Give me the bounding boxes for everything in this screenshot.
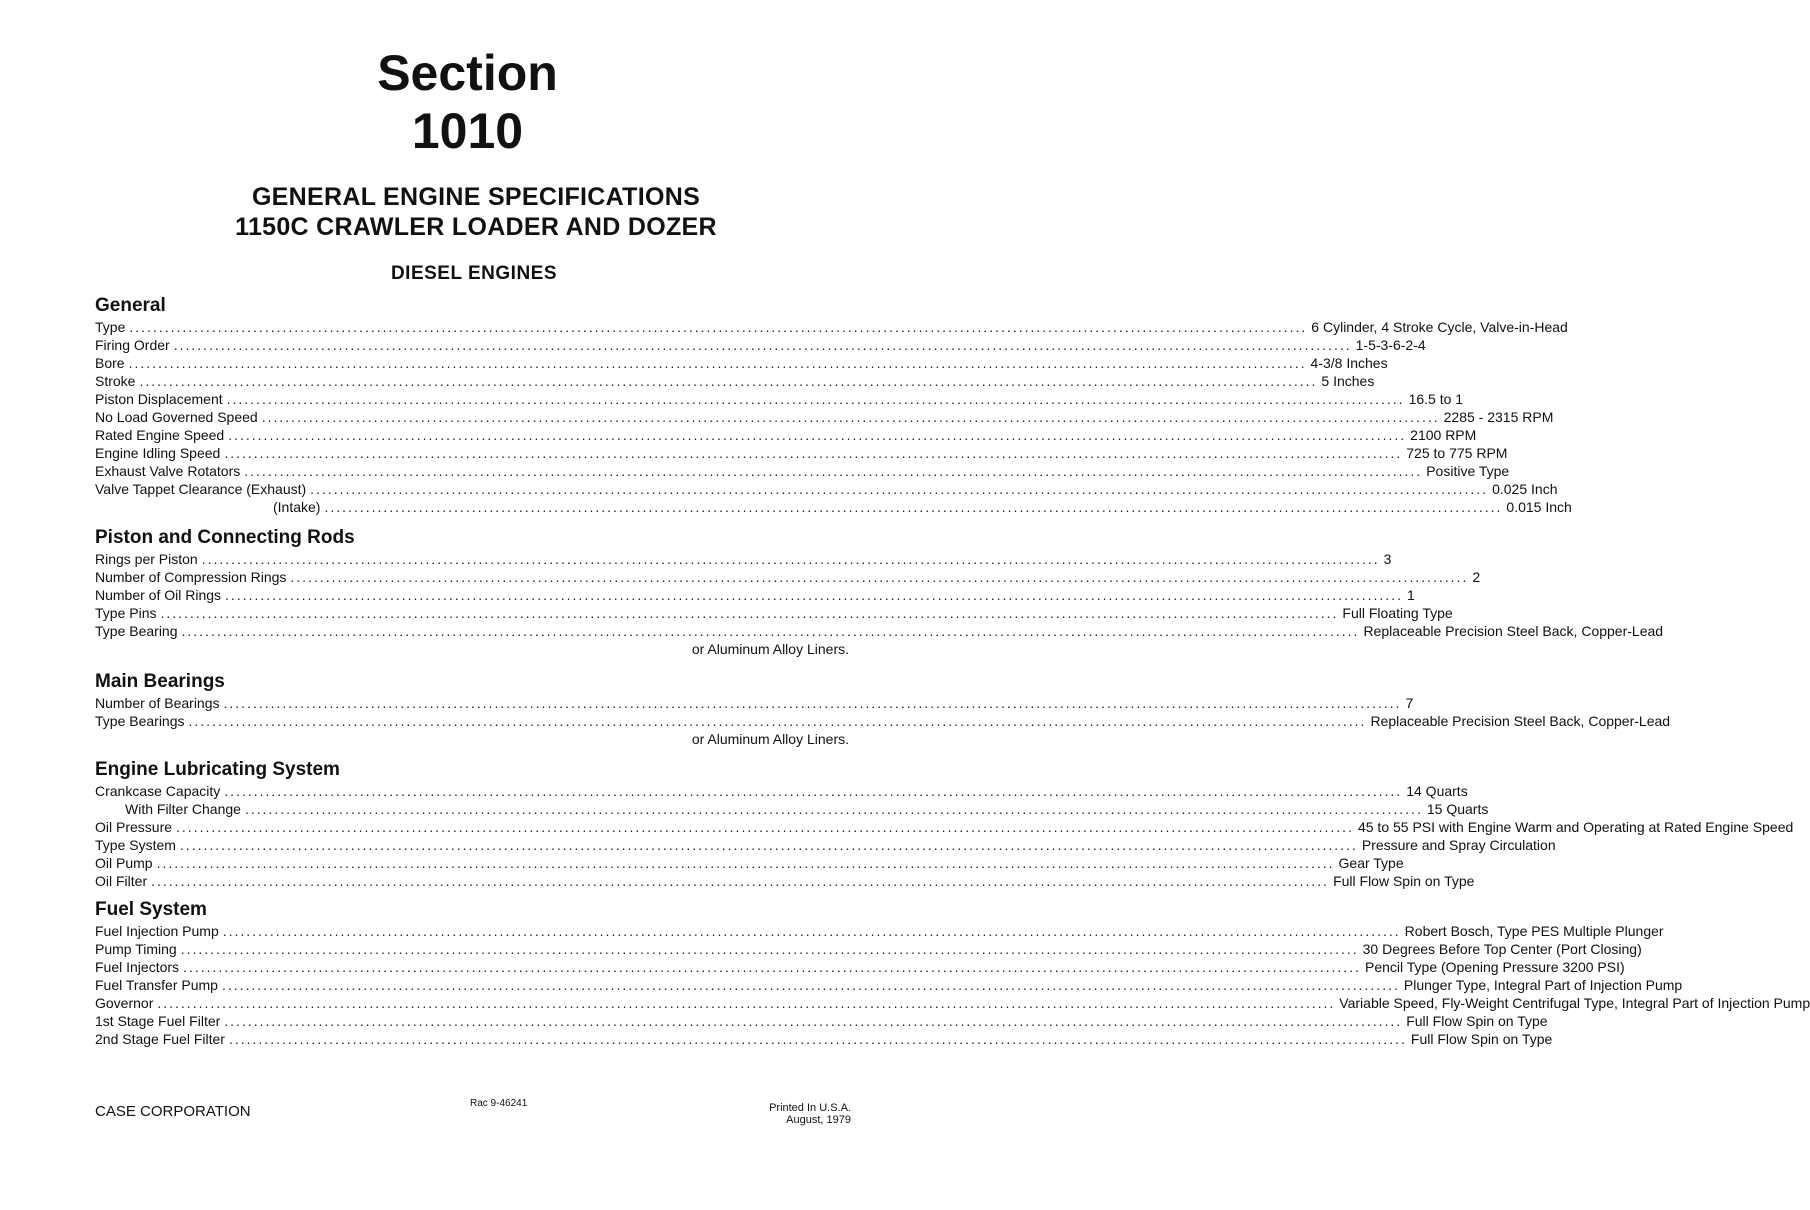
dot-leader: ........................................................................................................................................................................................................ bbox=[156, 855, 1335, 871]
spec-value: 2285 - 2315 RPM bbox=[1443, 409, 1554, 425]
spec-value: Full Flow Spin on Type bbox=[1410, 1031, 1553, 1047]
dot-leader: ........................................................................................................................................................................................................ bbox=[222, 923, 1401, 939]
spec-label: Oil Filter bbox=[95, 873, 148, 889]
dot-leader: ........................................................................................................................................................................................................ bbox=[201, 551, 1380, 567]
spec-value: 725 to 775 RPM bbox=[1406, 445, 1508, 461]
spec-row bbox=[95, 818, 1794, 836]
section-title: Fuel System bbox=[95, 899, 207, 920]
spec-value: 2 bbox=[1472, 569, 1481, 585]
footer-printed-line-1: Printed In U.S.A. bbox=[769, 1102, 851, 1114]
spec-row bbox=[95, 390, 1464, 408]
spec-row bbox=[95, 622, 1664, 640]
footer-printed bbox=[769, 1102, 851, 1126]
spec-label: Number of Compression Rings bbox=[95, 569, 287, 585]
spec-value: Full Flow Spin on Type bbox=[1333, 873, 1475, 889]
spec-value: Full Flow Spin on Type bbox=[1406, 1013, 1548, 1029]
spec-section bbox=[95, 758, 1794, 890]
spec-row bbox=[95, 782, 1468, 800]
spec-label: Fuel Injectors bbox=[95, 959, 180, 975]
dot-leader: ........................................................................................................................................................................................................ bbox=[290, 569, 1469, 585]
dot-leader: ........................................................................................................................................................................................................ bbox=[160, 605, 1339, 621]
section-title: General bbox=[95, 295, 166, 316]
footer-printed-line-2: August, 1979 bbox=[786, 1114, 851, 1126]
spec-label: (Intake) bbox=[273, 499, 321, 515]
spec-label: Pump Timing bbox=[95, 941, 177, 957]
spec-value: Positive Type bbox=[1426, 463, 1510, 479]
dot-leader: ........................................................................................................................................................................................................ bbox=[188, 713, 1367, 729]
spec-value: Replaceable Precision Steel Back, Copper-Lead bbox=[1370, 713, 1671, 729]
engine-type-heading: DIESEL ENGINES bbox=[390, 263, 558, 284]
spec-row bbox=[95, 800, 1489, 818]
spec-label: Rated Engine Speed bbox=[95, 427, 225, 443]
dot-leader: ........................................................................................................................................................................................................ bbox=[173, 337, 1352, 353]
dot-leader: ........................................................................................................................................................................................................ bbox=[244, 463, 1423, 479]
section-word: Section bbox=[377, 45, 558, 101]
dot-leader: ........................................................................................................................................................................................................ bbox=[129, 319, 1308, 335]
dot-leader: ........................................................................................................................................................................................................ bbox=[176, 819, 1354, 835]
spec-section bbox=[95, 294, 1572, 516]
spec-label: Engine Idling Speed bbox=[95, 445, 221, 461]
spec-label: Crankcase Capacity bbox=[95, 783, 221, 799]
spec-value: 1-5-3-6-2-4 bbox=[1355, 337, 1426, 353]
spec-value: Gear Type bbox=[1338, 855, 1404, 871]
spec-value: or Aluminum Alloy Liners. bbox=[691, 731, 849, 747]
spec-label: Type Bearing bbox=[95, 623, 178, 639]
spec-label: Stroke bbox=[95, 373, 136, 389]
spec-row bbox=[95, 426, 1477, 444]
spec-row bbox=[95, 694, 1414, 712]
spec-row bbox=[95, 354, 1388, 372]
spec-value: 16.5 to 1 bbox=[1408, 391, 1464, 407]
spec-value: 15 Quarts bbox=[1426, 801, 1489, 817]
dot-leader: ........................................................................................................................................................................................................ bbox=[244, 801, 1423, 817]
dot-leader: ........................................................................................................................................................................................................ bbox=[228, 1031, 1407, 1047]
spec-value: 14 Quarts bbox=[1406, 783, 1468, 799]
dot-leader: ........................................................................................................................................................................................................ bbox=[223, 695, 1402, 711]
spec-content bbox=[95, 294, 1810, 1048]
dot-leader: ........................................................................................................................................................................................................ bbox=[181, 623, 1360, 639]
spec-value: Full Floating Type bbox=[1342, 605, 1453, 621]
spec-value: Variable Speed, Fly-Weight Centrifugal Type, Integral Part of Injection Pump bbox=[1339, 995, 1810, 1011]
spec-value: Replaceable Precision Steel Back, Copper-Lead bbox=[1363, 623, 1664, 639]
spec-label: With Filter Change bbox=[125, 801, 241, 817]
spec-value: Pressure and Spray Circulation bbox=[1361, 837, 1556, 853]
spec-value: 4-3/8 Inches bbox=[1310, 355, 1388, 371]
dot-leader: ........................................................................................................................................................................................................ bbox=[224, 783, 1403, 799]
section-title: Engine Lubricating System bbox=[95, 759, 340, 780]
spec-row bbox=[95, 712, 1671, 730]
spec-label: Fuel Transfer Pump bbox=[95, 977, 218, 993]
spec-label: Fuel Injection Pump bbox=[95, 923, 219, 939]
spec-row bbox=[95, 462, 1510, 480]
spec-row bbox=[95, 568, 1481, 586]
spec-value: 2100 RPM bbox=[1410, 427, 1477, 443]
dot-leader: ........................................................................................................................................................................................................ bbox=[228, 427, 1407, 443]
spec-row bbox=[95, 730, 849, 748]
spec-row bbox=[95, 336, 1426, 354]
spec-row bbox=[95, 922, 1664, 940]
spec-row bbox=[95, 586, 1415, 604]
spec-section bbox=[95, 670, 1671, 748]
spec-row bbox=[95, 958, 1625, 976]
spec-value: Plunger Type, Integral Part of Injection Pump bbox=[1403, 977, 1683, 993]
spec-value: 1 bbox=[1406, 587, 1415, 603]
spec-row bbox=[95, 1030, 1553, 1048]
spec-value: 0.025 Inch bbox=[1492, 481, 1558, 497]
spec-label: Oil Pressure bbox=[95, 819, 173, 835]
spec-value: 3 bbox=[1383, 551, 1392, 567]
page-subheading: 1150C CRAWLER LOADER AND DOZER bbox=[235, 213, 717, 241]
spec-value: 45 to 55 PSI with Engine Warm and Operating at Rated Engine Speed bbox=[1357, 819, 1794, 835]
spec-value: Pencil Type (Opening Pressure 3200 PSI) bbox=[1364, 959, 1625, 975]
spec-value: Robert Bosch, Type PES Multiple Plunger bbox=[1404, 923, 1664, 939]
spec-section bbox=[95, 526, 1664, 658]
dot-leader: ........................................................................................................................................................................................................ bbox=[225, 587, 1403, 603]
dot-leader: ........................................................................................................................................................................................................ bbox=[151, 873, 1330, 889]
spec-label: Bore bbox=[95, 355, 125, 371]
spec-label: 2nd Stage Fuel Filter bbox=[95, 1031, 225, 1047]
dot-leader: ........................................................................................................................................................................................................ bbox=[179, 837, 1358, 853]
spec-row bbox=[95, 604, 1453, 622]
spec-label: Type Pins bbox=[95, 605, 157, 621]
footer-doc-number: Rac 9-46241 bbox=[470, 1098, 528, 1109]
spec-row bbox=[95, 550, 1392, 568]
dot-leader: ........................................................................................................................................................................................................ bbox=[310, 481, 1489, 497]
spec-label: Governor bbox=[95, 995, 154, 1011]
section-title: Piston and Connecting Rods bbox=[95, 527, 355, 548]
spec-row bbox=[95, 976, 1683, 994]
spec-label: Firing Order bbox=[95, 337, 170, 353]
dot-leader: ........................................................................................................................................................................................................ bbox=[183, 959, 1361, 975]
spec-label: Valve Tappet Clearance (Exhaust) bbox=[95, 481, 307, 497]
dot-leader: ........................................................................................................................................................................................................ bbox=[157, 995, 1336, 1011]
spec-row bbox=[95, 444, 1508, 462]
spec-label: Type System bbox=[95, 837, 176, 853]
spec-row bbox=[95, 854, 1404, 872]
dot-leader: ........................................................................................................................................................................................................ bbox=[324, 499, 1503, 515]
dot-leader: ........................................................................................................................................................................................................ bbox=[221, 977, 1400, 993]
dot-leader: ........................................................................................................................................................................................................ bbox=[261, 409, 1440, 425]
spec-row bbox=[95, 994, 1810, 1012]
section-title: Main Bearings bbox=[95, 671, 225, 692]
dot-leader: ........................................................................................................................................................................................................ bbox=[226, 391, 1405, 407]
spec-label: Exhaust Valve Rotators bbox=[95, 463, 241, 479]
dot-leader: ........................................................................................................................................................................................................ bbox=[224, 1013, 1403, 1029]
dot-leader: ........................................................................................................................................................................................................ bbox=[128, 355, 1307, 371]
spec-value: or Aluminum Alloy Liners. bbox=[691, 641, 849, 657]
spec-label: No Load Governed Speed bbox=[95, 409, 258, 425]
spec-label: Number of Oil Rings bbox=[95, 587, 222, 603]
spec-label: Type bbox=[95, 319, 126, 335]
spec-row bbox=[95, 408, 1554, 426]
spec-label: Type Bearings bbox=[95, 713, 185, 729]
spec-label: Oil Pump bbox=[95, 855, 153, 871]
spec-row bbox=[95, 872, 1475, 890]
spec-row bbox=[95, 372, 1375, 390]
spec-value: 7 bbox=[1405, 695, 1414, 711]
spec-label: 1st Stage Fuel Filter bbox=[95, 1013, 221, 1029]
dot-leader: ........................................................................................................................................................................................................ bbox=[224, 445, 1403, 461]
spec-row bbox=[95, 1012, 1548, 1030]
spec-value: 30 Degrees Before Top Center (Port Closing) bbox=[1362, 941, 1642, 957]
spec-row bbox=[95, 498, 1572, 516]
spec-label: Number of Bearings bbox=[95, 695, 220, 711]
spec-row bbox=[95, 836, 1556, 854]
spec-value: 0.015 Inch bbox=[1506, 499, 1572, 515]
spec-label: Piston Displacement bbox=[95, 391, 223, 407]
spec-value: 6 Cylinder, 4 Stroke Cycle, Valve-in-Head bbox=[1311, 319, 1568, 335]
dot-leader: ........................................................................................................................................................................................................ bbox=[139, 373, 1318, 389]
page-heading: GENERAL ENGINE SPECIFICATIONS bbox=[251, 183, 701, 211]
spec-label: Rings per Piston bbox=[95, 551, 198, 567]
footer-company: CASE CORPORATION bbox=[95, 1103, 251, 1120]
section-number: 1010 bbox=[411, 103, 524, 159]
spec-row bbox=[95, 940, 1642, 958]
spec-row bbox=[95, 640, 849, 658]
spec-row bbox=[95, 318, 1568, 336]
spec-value: 5 Inches bbox=[1321, 373, 1375, 389]
dot-leader: ........................................................................................................................................................................................................ bbox=[180, 941, 1359, 957]
spec-row bbox=[95, 480, 1558, 498]
spec-section bbox=[95, 898, 1810, 1048]
